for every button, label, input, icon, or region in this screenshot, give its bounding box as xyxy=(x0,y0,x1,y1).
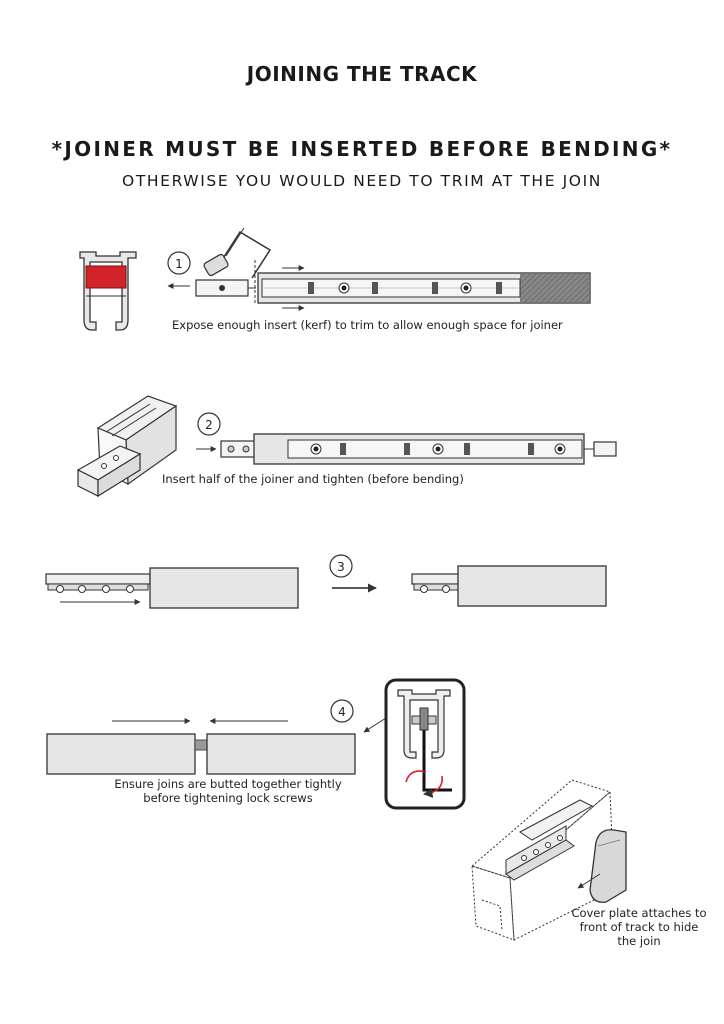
step4-pointer-arrow xyxy=(364,718,386,732)
svg-text:4: 4 xyxy=(338,705,346,719)
cover-plate-caption xyxy=(566,906,712,948)
step4-caption-line1: Ensure joins are butted together tightly xyxy=(114,777,342,791)
step4-butted-tracks xyxy=(47,721,355,774)
warning-heading: *JOINER MUST BE INSERTED BEFORE BENDING* xyxy=(51,137,673,161)
step2-number-badge xyxy=(198,413,220,435)
cover-plate-caption-line1: Cover plate attaches to xyxy=(571,906,707,920)
step2-track xyxy=(196,434,616,464)
warning-subtitle: OTHERWISE YOU WOULD NEED TO TRIM AT THE JOIN xyxy=(122,172,602,190)
page-title: JOINING THE TRACK xyxy=(246,62,478,86)
cover-plate-piece xyxy=(578,830,626,903)
svg-text:2: 2 xyxy=(205,418,213,432)
step4-caption-line2: before tightening lock screws xyxy=(143,791,313,805)
step2-caption: Insert half of the joiner and tighten (before bending) xyxy=(162,472,464,486)
step4-number-badge xyxy=(331,700,353,722)
step1-track-cross-section xyxy=(80,252,136,330)
step1-track xyxy=(168,268,590,308)
step3-after xyxy=(412,566,606,606)
step4-caption xyxy=(100,777,356,805)
step3-number-badge xyxy=(330,555,352,577)
step3-before xyxy=(46,568,298,608)
step1-caption: Expose enough insert (kerf) to trim to allow enough space for joiner xyxy=(172,318,563,332)
step4-detail-box xyxy=(386,680,464,808)
svg-text:3: 3 xyxy=(337,560,345,574)
cover-plate-caption-line3: the join xyxy=(617,934,661,948)
red-insert xyxy=(86,266,126,288)
step1-number-badge xyxy=(168,252,190,274)
svg-text:1: 1 xyxy=(175,257,183,271)
cover-plate-caption-line2: front of track to hide xyxy=(579,920,699,934)
